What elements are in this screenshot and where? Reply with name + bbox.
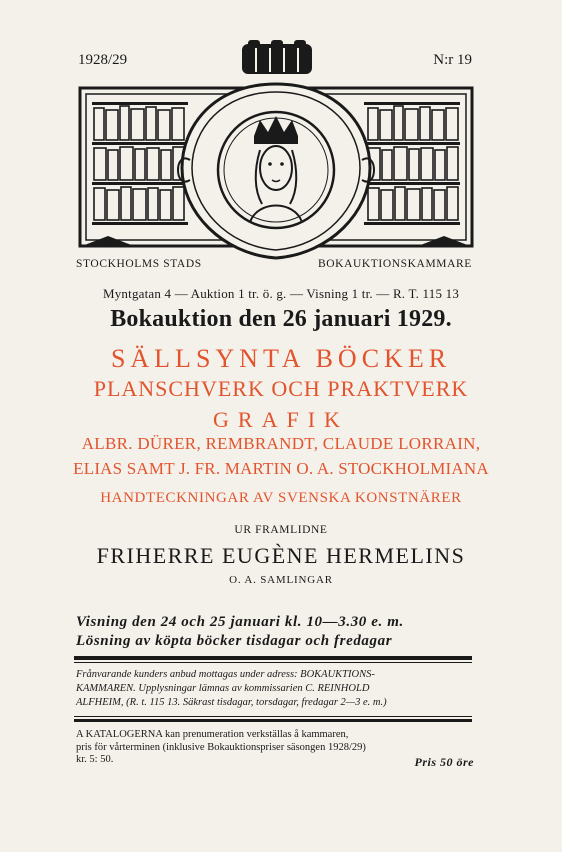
divider	[74, 662, 472, 663]
catalog-line: A KATALOGERNA kan prenumeration verkställas å kammaren,	[76, 729, 349, 740]
page-title: Bokauktion den 26 januari 1929.	[110, 306, 452, 332]
chamber-label: BOKAUKTIONSKAMMARE	[318, 258, 472, 270]
offering-drawings: HANDTECKNINGAR AV SVENSKA KONSTNÄRER	[100, 490, 462, 506]
catalog-line: pris för vårterminen (inklusive Bokauktionspriser säsongen 1928/29)	[76, 741, 366, 753]
notice-line: Frånvarande kunders anbud mottagas under adress: BOKAUKTIONS-	[76, 669, 375, 680]
divider	[74, 656, 472, 660]
address-info: Myntgatan 4 — Auktion 1 tr. ö. g. — Visning 1 tr. — R. T. 115 13	[102, 286, 460, 301]
offering-artists-line-2: ELIAS SAMT J. FR. MARTIN O. A. STOCKHOLMIANA	[73, 459, 489, 478]
collection-from: UR FRAMLIDNE	[234, 524, 328, 536]
price-label: Pris 50 öre	[414, 755, 474, 769]
city-label: STOCKHOLMS STADS	[76, 258, 202, 270]
offering-plates: PLANSCHVERK OCH PRAKTVERK	[93, 376, 469, 401]
offering-rare-books: SÄLLSYNTA BÖCKER	[110, 344, 452, 373]
seal-emblem-icon	[78, 40, 474, 260]
catalog-line: kr. 5: 50.	[76, 754, 114, 765]
viewing-schedule: Visning den 24 och 25 januari kl. 10—3.30 e. m.	[76, 614, 404, 630]
redemption-schedule: Lösning av köpta böcker tisdagar och fredagar	[76, 633, 393, 649]
offering-artists-line-1: ALBR. DÜRER, REMBRANDT, CLAUDE LORRAIN,	[81, 434, 481, 453]
notice-line: KAMMAREN. Upplysningar lämnas av kommissarien C. REINHOLD	[76, 683, 370, 694]
absentee-notice	[76, 668, 387, 710]
divider	[74, 719, 472, 722]
issue-year: 1928/29	[78, 52, 128, 68]
collection-suffix: O. A. SAMLINGAR	[229, 574, 333, 586]
notice-line: ALFHEIM, (R. t. 115 13. Säkrast tisdagar, torsdagar, fredagar 2—3 e. m.)	[76, 697, 387, 708]
divider	[74, 716, 472, 717]
catalog-subscription	[76, 729, 366, 767]
offering-graphics: GRAFIK	[213, 407, 349, 432]
issue-number: N:r 19	[433, 52, 472, 68]
collection-name: FRIHERRE EUGÈNE HERMELINS	[96, 543, 466, 568]
